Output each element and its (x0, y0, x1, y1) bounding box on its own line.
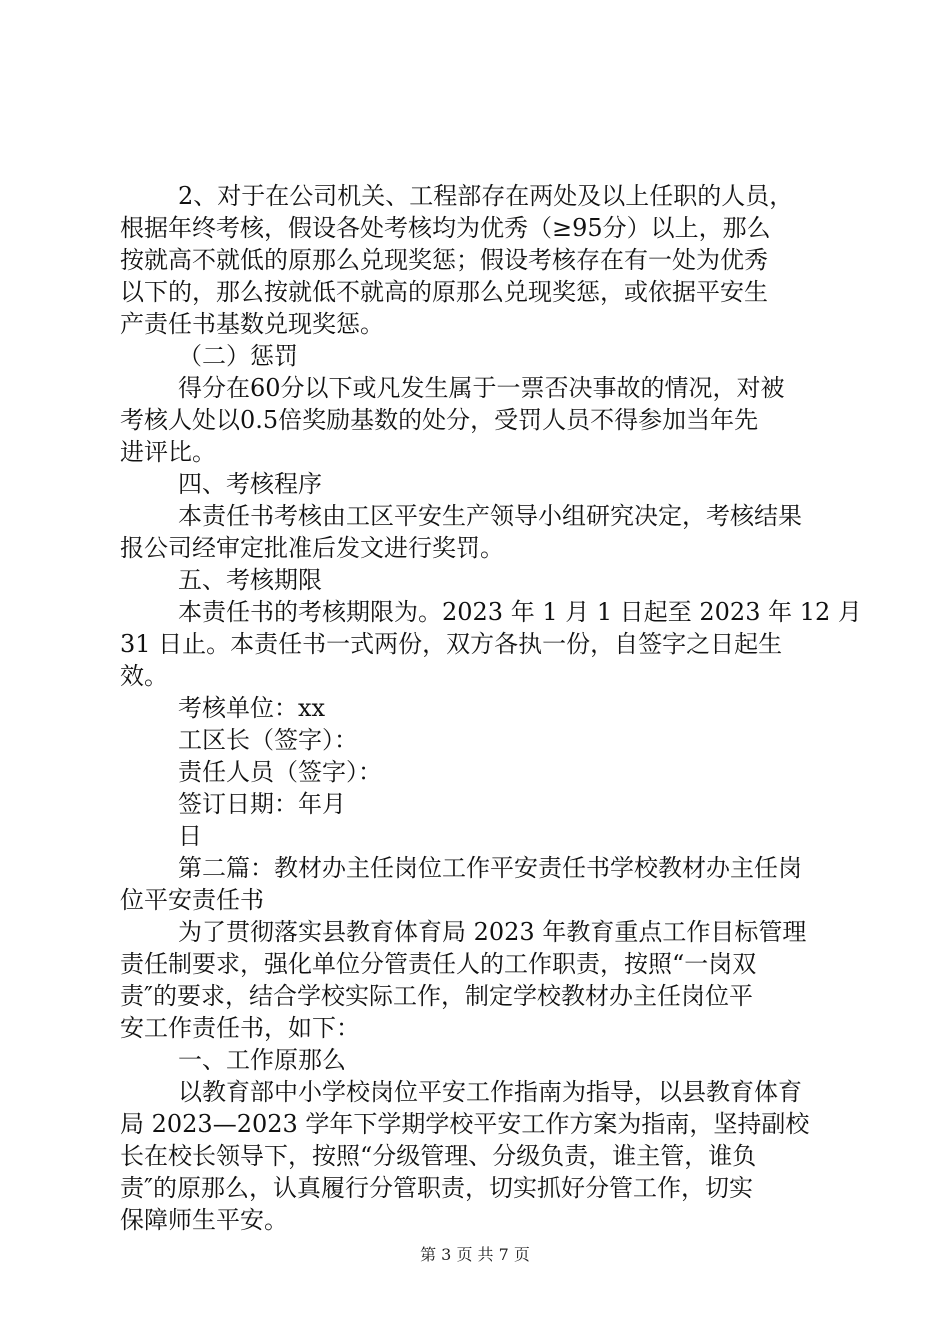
page-footer: 第 3 页 共 7 页 (420, 1245, 530, 1264)
document-page: 2、对于在公司机关、工程部存在两处及以上任职的人员， 根据年终考核，假设各处考核均为优秀（≥95分）以上，那么 按就高不就低的原那么兑现奖惩；假设考核存在有一处为优秀 以下的，那么按就低不就高的原那么兑现奖惩，或依据平安生 产责任书基数兑现奖惩。 （二）惩罚 得分在60分以下或凡发生属于一票否决事故的情况，对被 考核人处以0.5倍奖励基数的处分，受罚人员不得参加当年先 进评比。 四、考核程序 本责任书考核由工区平安生产领导小组研究决定，考核结果 报公司经审定批准后发文进行奖罚。 五、考核期限 本责任书的考核期限为。2023 年 1 月 1 日起至 2023 年 12 月 31 日止。本责任书一式两份，双方各执一份，自签字之日起生 效。 考核单位：xx 工区长（签字）： 责任人员（签字）： 签订日期：年月 日 第二篇：教材办主任岗位工作平安责任书学校教材办主任岗 位平安责任书 为了贯彻落实县教育体育局 2023 年教育重点工作目标管理 责任制要求，强化单位分管责任人的工作职责，按照“一岗双 责″的要求，结合学校实际工作，制定学校教材办主任岗位平 安工作责任书，如下： 一、工作原那么 以教育部中小学校岗位平安工作指南为指导，以县教育体育 局 2023—2023 学年下学期学校平安工作方案为指南，坚持副校 长在校长领导下，按照“分级管理、分级负责，谁主管，谁负 责″的原那么，认真履行分管职责，切实抓好分管工作，切实 保障师生平安。 第 3 页 共 7 页 (0, 0, 950, 1344)
